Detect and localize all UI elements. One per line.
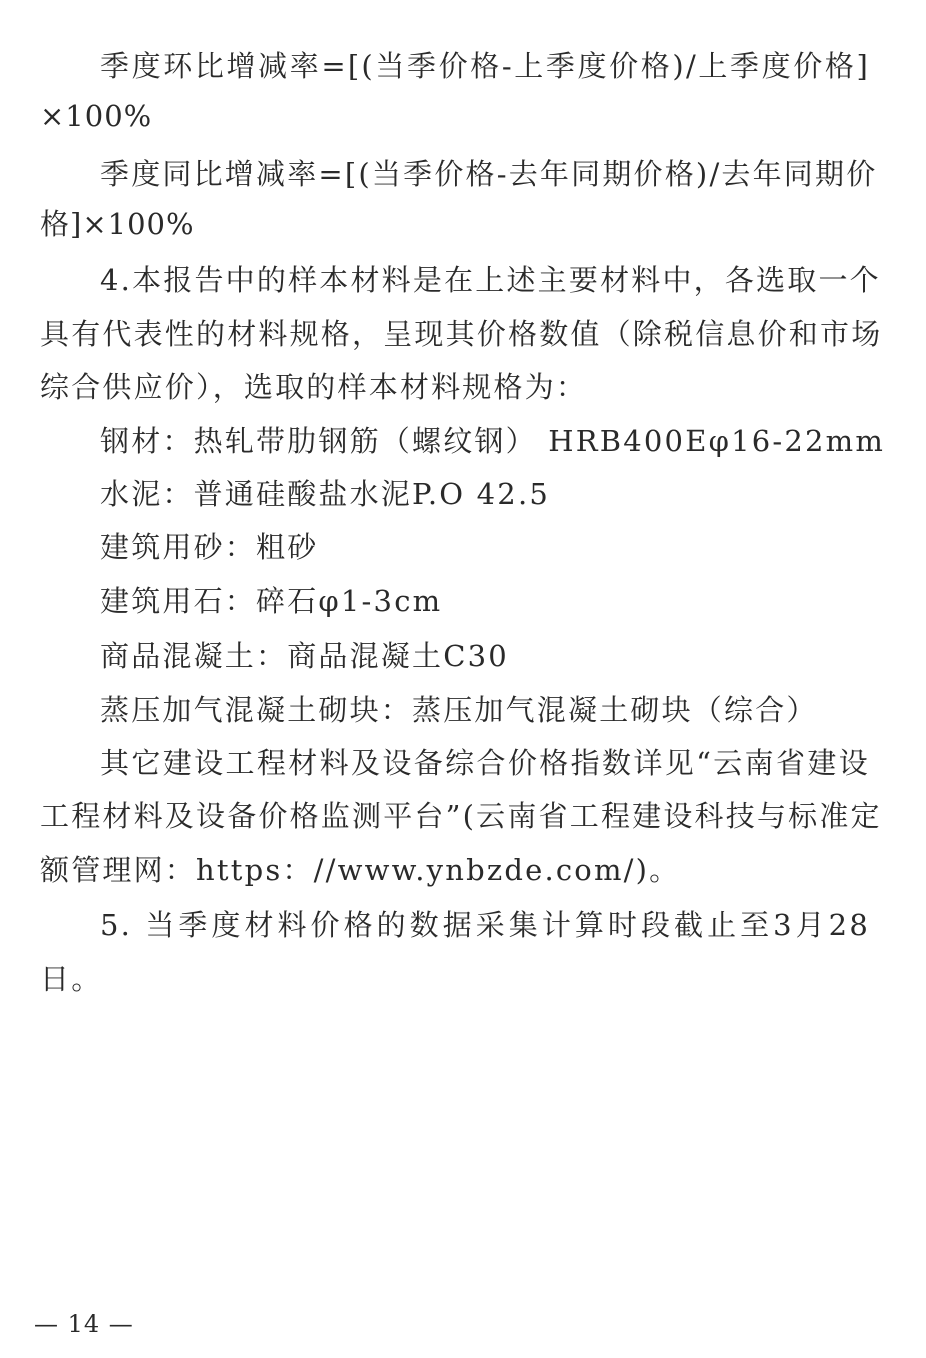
item-4-line-2: 具有代表性的材料规格，呈现其价格数值（除税信息价和市场 xyxy=(40,317,883,351)
sample-stone: 建筑用石：碎石φ1-3cm xyxy=(100,584,443,618)
formula-yoy-line-1: 季度同比增减率=[(当季价格-去年同期价格)/去年同期价 xyxy=(100,157,878,191)
formula-qoq-line-1: 季度环比增减率=[(当季价格-上季度价格)/上季度价格] xyxy=(100,49,870,83)
sample-steel: 钢材：热轧带肋钢筋（螺纹钢） HRB400Eφ16-22mm xyxy=(100,424,886,458)
other-materials-line-1: 其它建设工程材料及设备综合价格指数详见“云南省建设 xyxy=(100,746,870,780)
item-5-line-1: 5. 当季度材料价格的数据采集计算时段截止至3月28 xyxy=(100,908,870,942)
sample-sand: 建筑用砂：粗砂 xyxy=(100,530,319,564)
sample-cement: 水泥：普通硅酸盐水泥P.O 42.5 xyxy=(100,477,551,511)
item-4-line-3: 综合供应价），选取的样本材料规格为： xyxy=(40,370,588,404)
other-materials-line-3: 额管理网：https：//www.ynbzde.com/)。 xyxy=(40,853,681,887)
formula-yoy-line-2: 格]×100% xyxy=(40,207,195,241)
item-4-line-1: 4.本报告中的样本材料是在上述主要材料中，各选取一个 xyxy=(100,263,881,297)
other-materials-line-2: 工程材料及设备价格监测平台”(云南省工程建设科技与标准定 xyxy=(40,799,882,833)
sample-concrete: 商品混凝土：商品混凝土C30 xyxy=(100,639,509,673)
sample-aerated-block: 蒸压加气混凝土砌块：蒸压加气混凝土砌块（综合） xyxy=(100,693,818,727)
page-number: — 14 — xyxy=(34,1310,134,1338)
formula-qoq-line-2: ×100% xyxy=(40,99,153,133)
item-5-line-2: 日。 xyxy=(40,962,103,996)
